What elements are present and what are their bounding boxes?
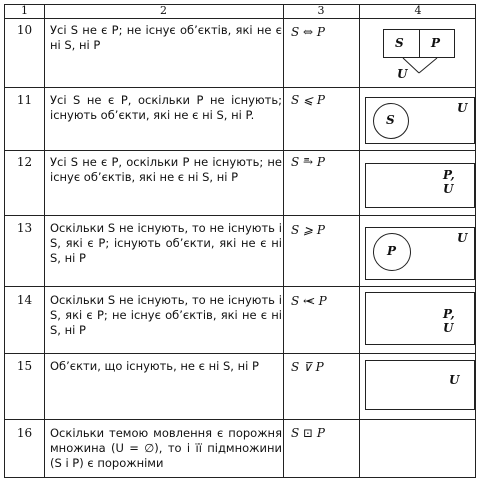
- universe-label: P, U: [443, 168, 455, 196]
- universe-label: U: [397, 67, 408, 81]
- row-number: 15: [16, 359, 33, 373]
- row-number: 13: [16, 221, 33, 235]
- row-divider: [5, 419, 475, 420]
- relation-notation: S ⩾ P: [291, 223, 325, 237]
- row-description: Оскільки S не існують, то не існують і S, які є P; не існує об’єктів, які не є ні S, ні P: [50, 293, 282, 337]
- column-divider: [44, 5, 45, 477]
- header-col-3: 3: [317, 4, 325, 17]
- relation-notation: S ⥷ P: [291, 294, 327, 308]
- relation-notation: S ⥱ P: [291, 155, 325, 169]
- header-col-4: 4: [414, 4, 422, 17]
- universe-box: [365, 292, 475, 345]
- row-number: 16: [16, 426, 33, 440]
- set-label: P: [387, 244, 397, 258]
- universe-label: U: [457, 101, 468, 115]
- column-divider: [359, 5, 360, 477]
- row-description: Об’єкти, що існують, не є ні S, ні P: [50, 359, 259, 373]
- row-number: 11: [16, 93, 33, 107]
- row-description: Оскільки S не існують, то не існують і S, які є P; існують об’єкти, які не є ні S, ні P: [50, 221, 282, 265]
- row-divider: [5, 286, 475, 287]
- row-number: 10: [16, 23, 33, 37]
- funnel-lines: [365, 5, 478, 85]
- row-description: Усі S не є P; не існує об’єктів, які не є ні S, ні P: [50, 23, 282, 52]
- universe-label: U: [457, 231, 468, 245]
- header-col-2: 2: [160, 4, 167, 17]
- column-divider: [283, 5, 284, 477]
- relation-notation: S ⊡ P: [291, 426, 325, 440]
- relation-notation: S ⇔ P: [291, 25, 325, 39]
- set-label: S: [386, 113, 395, 127]
- row-number: 14: [16, 293, 33, 307]
- relation-notation: S ⩽ P: [291, 93, 325, 107]
- row-divider: [5, 87, 475, 88]
- set-label: S: [395, 36, 404, 50]
- logic-relations-table: [4, 4, 476, 478]
- universe-label: U: [449, 373, 460, 387]
- row-description: Усі S не є P, оскільки P не існують; не існує об’єктів, які не є ні S, ні P: [50, 155, 282, 184]
- set-label: P: [431, 36, 441, 50]
- row-divider: [5, 353, 475, 354]
- header-col-1: 1: [21, 4, 28, 17]
- row-description: Оскільки темою мовлення є порожня множина (U = ∅), то і її підмножини (S і P) є порожніми: [50, 426, 282, 470]
- universe-box: [365, 163, 475, 208]
- row-description: Усі S не є P, оскільки P не існують; існують об’єкти, які не є ні S, ні P.: [50, 93, 282, 122]
- row-divider: [5, 150, 475, 151]
- row-number: 12: [16, 155, 33, 169]
- row-divider: [5, 215, 475, 216]
- universe-label: P, U: [443, 307, 455, 335]
- relation-notation: S ⊽ P: [291, 360, 324, 374]
